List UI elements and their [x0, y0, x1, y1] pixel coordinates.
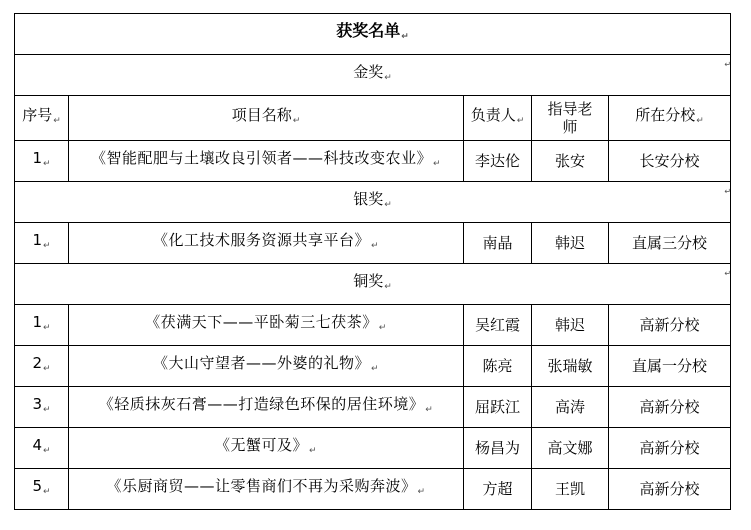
- leader-name-cell: [464, 305, 532, 346]
- school-name: 高新分校: [639, 480, 700, 498]
- table-row: [15, 469, 731, 510]
- header-project-cell: [69, 96, 464, 141]
- table-row: [15, 346, 731, 387]
- project-name-cell: [69, 305, 464, 346]
- leader-name-cell: [464, 141, 532, 182]
- school-name-cell: [609, 387, 731, 428]
- paragraph-mark: ↵: [53, 116, 61, 126]
- paragraph-mark: ↵: [696, 116, 704, 126]
- leader-name-cell: [464, 346, 532, 387]
- school-name-cell: [609, 305, 731, 346]
- section-label-cell: [15, 264, 731, 305]
- table-title: 获奖名单: [336, 21, 401, 40]
- row-number: 2: [32, 354, 42, 372]
- leader-name-cell: [464, 469, 532, 510]
- leader-name: 陈亮: [482, 357, 513, 375]
- paragraph-mark: ↵: [401, 32, 409, 42]
- leader-name: 南晶: [482, 234, 513, 252]
- school-name: 高新分校: [639, 398, 700, 416]
- project-name: 《无蟹可及》: [214, 436, 308, 454]
- advisor-name: 王凯: [554, 480, 585, 498]
- header-project: 项目名称: [231, 106, 292, 124]
- school-name-cell: [609, 428, 731, 469]
- header-no: 序号: [22, 106, 53, 124]
- row-number-cell: [15, 469, 69, 510]
- project-name-cell: [69, 223, 464, 264]
- paragraph-mark: ↵: [384, 73, 392, 83]
- school-name: 高新分校: [639, 316, 700, 334]
- paragraph-mark: ↵: [417, 487, 426, 497]
- project-name: 《智能配肥与土壤改良引领者——科技改变农业》: [90, 149, 432, 167]
- paragraph-mark: ↵: [292, 116, 301, 126]
- paragraph-mark: ↵: [432, 159, 442, 169]
- advisor-name-cell: [532, 141, 609, 182]
- row-number-cell: [15, 305, 69, 346]
- row-end-mark: ↵: [724, 187, 732, 196]
- table-title-cell: [15, 14, 731, 55]
- advisor-name-cell: [532, 305, 609, 346]
- project-name-cell: [69, 387, 464, 428]
- project-name: 《轻质抹灰石膏——打造绿色环保的居住环境》: [98, 395, 425, 413]
- section-row: [15, 264, 731, 305]
- project-name: 《大山守望者——外婆的礼物》: [152, 354, 370, 372]
- advisor-name-cell: [532, 428, 609, 469]
- project-name: 《乐厨商贸——让零售商们不再为采购奔波》: [106, 477, 417, 495]
- header-school: 所在分校: [635, 106, 696, 124]
- section-label: 银奖: [353, 190, 384, 208]
- leader-name: 杨昌为: [474, 439, 520, 457]
- section-row: [15, 55, 731, 96]
- paragraph-mark: ↵: [43, 159, 51, 169]
- table-row: [15, 428, 731, 469]
- section-label-cell: [15, 55, 731, 96]
- title-row: [15, 14, 731, 55]
- school-name: 直属三分校: [632, 234, 708, 252]
- paragraph-mark: ↵: [43, 405, 51, 415]
- section-label-cell: [15, 182, 731, 223]
- school-name-cell: [609, 223, 731, 264]
- row-number: 5: [32, 477, 42, 495]
- header-advisor-line2: 师: [562, 118, 578, 136]
- row-number-cell: [15, 141, 69, 182]
- row-number-cell: [15, 223, 69, 264]
- section-label: 金奖: [353, 63, 384, 81]
- leader-name: 吴红霞: [474, 316, 520, 334]
- advisor-name: 高涛: [554, 398, 585, 416]
- table-row: [15, 387, 731, 428]
- paragraph-mark: ↵: [308, 446, 318, 456]
- row-number: 1: [32, 313, 42, 331]
- school-name-cell: [609, 141, 731, 182]
- section-label: 铜奖: [353, 272, 384, 290]
- row-end-mark: ↵: [724, 269, 732, 278]
- school-name: 高新分校: [639, 439, 700, 457]
- advisor-name: 韩迟: [554, 234, 585, 252]
- row-number: 1: [32, 231, 42, 249]
- project-name: 《化工技术服务资源共享平台》: [152, 231, 370, 249]
- paragraph-mark: ↵: [43, 323, 51, 333]
- advisor-name: 高文娜: [547, 439, 593, 457]
- advisor-name: 张安: [554, 152, 585, 170]
- paragraph-mark: ↵: [43, 364, 51, 374]
- paragraph-mark: ↵: [378, 323, 387, 333]
- project-name-cell: [69, 141, 464, 182]
- paragraph-mark: ↵: [43, 487, 51, 497]
- header-school-cell: [609, 96, 731, 141]
- paragraph-mark: ↵: [43, 446, 51, 456]
- table-row: [15, 305, 731, 346]
- project-name: 《茯满天下——平卧菊三七茯茶》: [145, 313, 378, 331]
- row-end-mark: ↵: [724, 60, 732, 69]
- leader-name-cell: [464, 428, 532, 469]
- paragraph-mark: ↵: [516, 116, 525, 126]
- row-number-cell: [15, 428, 69, 469]
- header-advisor-cell: [532, 96, 609, 141]
- school-name: 直属一分校: [632, 357, 708, 375]
- row-number: 1: [32, 149, 42, 167]
- school-name-cell: [609, 469, 731, 510]
- paragraph-mark: ↵: [43, 241, 51, 251]
- project-name-cell: [69, 428, 464, 469]
- leader-name-cell: [464, 223, 532, 264]
- leader-name-cell: [464, 387, 532, 428]
- advisor-name-cell: [532, 387, 609, 428]
- school-name-cell: [609, 346, 731, 387]
- row-number: 4: [32, 436, 42, 454]
- awards-table-body: [15, 14, 731, 510]
- paragraph-mark: ↵: [425, 405, 434, 415]
- header-leader: 负责人: [470, 106, 516, 124]
- header-advisor-line1: 指导老: [547, 100, 593, 118]
- project-name-cell: [69, 346, 464, 387]
- table-row: [15, 141, 731, 182]
- table-row: [15, 223, 731, 264]
- school-name: 长安分校: [639, 152, 700, 170]
- advisor-name: 张瑞敏: [547, 357, 593, 375]
- paragraph-mark: ↵: [384, 200, 392, 210]
- section-row: [15, 182, 731, 223]
- advisor-name-cell: [532, 346, 609, 387]
- row-number-cell: [15, 346, 69, 387]
- paragraph-mark: ↵: [384, 282, 392, 292]
- project-name-cell: [69, 469, 464, 510]
- advisor-name-cell: [532, 469, 609, 510]
- header-leader-cell: [464, 96, 532, 141]
- header-row: [15, 96, 731, 141]
- leader-name: 方超: [482, 480, 513, 498]
- paragraph-mark: ↵: [370, 364, 380, 374]
- advisor-name-cell: [532, 223, 609, 264]
- leader-name: 李达伦: [474, 152, 520, 170]
- paragraph-mark: ↵: [370, 241, 380, 251]
- row-number: 3: [32, 395, 42, 413]
- advisor-name: 韩迟: [554, 316, 585, 334]
- header-no-cell: [15, 96, 69, 141]
- awards-table: [14, 13, 731, 510]
- leader-name: 屈跃江: [474, 398, 520, 416]
- row-number-cell: [15, 387, 69, 428]
